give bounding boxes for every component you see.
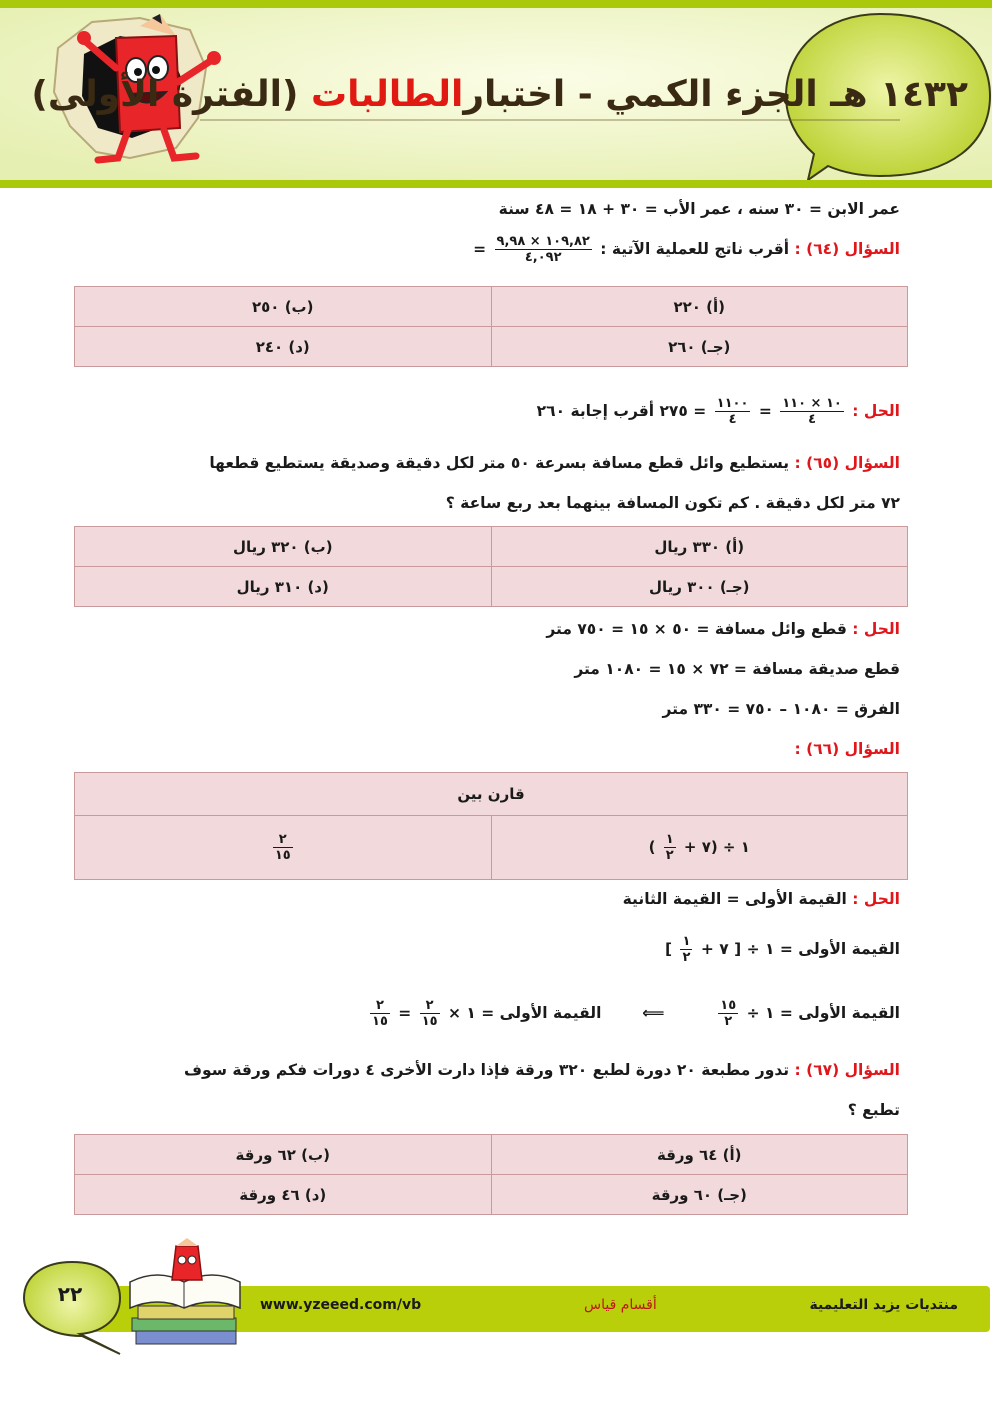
- q66-solution-1: [623, 890, 900, 908]
- title-year: ١٤٣٢ هـ: [830, 74, 968, 115]
- q65-statement-2: ٧٢ متر لكل دقيقة . كم تكون المسافة بينهما بعد ربع ساعة ؟: [445, 494, 900, 512]
- q65-solution-1: [546, 620, 900, 638]
- q64-statement: [473, 234, 900, 265]
- q66-sol3-a-den: ٢: [724, 1014, 733, 1029]
- q67-option-c[interactable]: (جـ) ٦٠ ورقة: [491, 1175, 908, 1215]
- q67-statement-1: [184, 1061, 900, 1079]
- q66-sol3-b: القيمة الأولى = ١ ×: [447, 1004, 602, 1022]
- q64-option-b[interactable]: (ب) ٢٥٠: [75, 287, 492, 327]
- q67-option-a[interactable]: (أ) ٦٤ ورقة: [491, 1135, 908, 1175]
- q66-sol2-fraction: [680, 934, 692, 965]
- q64-sol-frac1-den: ٤: [808, 412, 816, 427]
- q67-label: السؤال (٦٧) :: [794, 1061, 900, 1079]
- q66-solution-label: الحل :: [852, 890, 900, 908]
- q66-solution-2: [665, 934, 900, 965]
- q65-sol-1: قطع وائل مسافة = ٥٠ × ١٥ = ٧٥٠ متر: [546, 620, 847, 638]
- q66-sol3-c-num: ٢: [370, 998, 390, 1014]
- q64-numerator: ١٠٩,٨٢ × ٩,٩٨: [496, 234, 590, 249]
- q64-option-c[interactable]: (جـ) ٢٦٠: [491, 327, 908, 367]
- title-period: (الفترة الأولى): [31, 74, 299, 115]
- q64-denominator: ٤,٠٩٢: [524, 250, 562, 265]
- q65-option-a[interactable]: (أ) ٣٣٠ ريال: [491, 527, 908, 567]
- q64-option-d[interactable]: (د) ٢٤٠: [75, 327, 492, 367]
- q66-sol3-b-den: ١٥: [421, 1014, 438, 1029]
- q66-sol3-a: القيمة الأولى = ١ ÷: [746, 1004, 900, 1022]
- q64-options-table: [74, 286, 908, 367]
- q64-equals: =: [473, 240, 487, 258]
- page-number: ٢٢: [57, 1282, 83, 1306]
- q64-sol-eq1: =: [758, 402, 772, 420]
- q64-solution: [537, 396, 900, 427]
- q67-option-d[interactable]: (د) ٤٦ ورقة: [75, 1175, 492, 1215]
- title-students: الطالبات: [310, 74, 464, 115]
- q65-solution-2: قطع صديقة مسافة = ٧٢ × ١٥ = ١٠٨٠ متر: [574, 660, 900, 678]
- q67-statement-2: تطبع ؟: [847, 1101, 900, 1119]
- q66-sol2-prefix: القيمة الأولى = ١ ÷ [ ٧ +: [700, 940, 900, 958]
- q66-sol3-a-fraction: [718, 998, 738, 1029]
- q66-left-den: ٢: [665, 848, 674, 863]
- q66-sol2-num: ١: [682, 934, 691, 949]
- q64-sol-tail: = ٢٧٥ أقرب إجابة ٢٦٠: [536, 402, 707, 420]
- q64-label: السؤال (٦٤) :: [794, 240, 900, 258]
- q66-left-value: [491, 816, 908, 880]
- q65-options-table: [74, 526, 908, 607]
- q66-solution-3: [367, 998, 900, 1029]
- q64-fraction: [495, 234, 592, 265]
- q65-option-d[interactable]: (د) ٣١٠ ريال: [75, 567, 492, 607]
- q64-solution-label: الحل :: [852, 402, 900, 420]
- q65-label: السؤال (٦٥) :: [794, 454, 900, 472]
- footer-forum: منتديات يزيد التعليمية: [809, 1297, 958, 1313]
- q65-solution-label: الحل :: [852, 620, 900, 638]
- q66-right-num: ٢: [273, 832, 293, 848]
- q66-right-fraction: [273, 832, 293, 863]
- q66-sol3-eq: =: [398, 1004, 412, 1022]
- q67-option-b[interactable]: (ب) ٦٢ ورقة: [75, 1135, 492, 1175]
- q66-left-num: ١: [665, 832, 674, 847]
- footer-url[interactable]: www.yzeeed.com/vb: [260, 1297, 422, 1313]
- q66-right-den: ١٥: [274, 848, 291, 863]
- q66-left-prefix: ١ ÷ (٧ +: [683, 838, 750, 856]
- q66-left-fraction: [664, 832, 676, 863]
- implies-arrow-icon: ⟸: [642, 1004, 665, 1022]
- footer-section[interactable]: أقسام قياس: [584, 1297, 657, 1313]
- intro-line: عمر الابن = ٣٠ سنه ، عمر الأب = ٣٠ + ١٨ = ٤٨ سنة: [498, 200, 900, 218]
- q65-option-b[interactable]: (ب) ٣٢٠ ريال: [75, 527, 492, 567]
- q65-option-c[interactable]: (جـ) ٣٠٠ ريال: [491, 567, 908, 607]
- q66-sol3-b-fraction: [420, 998, 440, 1029]
- books-mascot-icon: [122, 1238, 248, 1348]
- header-divider: [0, 180, 992, 188]
- q65-statement-1: [209, 454, 900, 472]
- q66-sol2-suffix: ]: [664, 940, 673, 958]
- header-banner: [0, 8, 992, 182]
- q64-sol-fraction-1: [780, 396, 844, 427]
- q66-sol2-den: ٢: [682, 950, 691, 965]
- q66-sol3-a-num: ١٥: [720, 998, 737, 1013]
- q66-sol3-c-den: ١٥: [372, 1014, 388, 1029]
- q66-sol3-b-num: ٢: [420, 998, 440, 1014]
- q66-right-value: [75, 816, 492, 880]
- q66-compare-heading: قارن بين: [75, 773, 908, 816]
- q64-sol-frac2-den: ٤: [728, 412, 737, 427]
- q65-text-1: يستطيع وائل قطع مسافة بسرعة ٥٠ متر لكل دقيقة وصديقة يستطيع قطعها: [209, 454, 790, 472]
- q67-options-table: [74, 1134, 908, 1215]
- top-accent-bar: [0, 0, 992, 8]
- q65-solution-3: الفرق = ١٠٨٠ – ٧٥٠ = ٣٣٠ متر: [662, 700, 900, 718]
- q64-text: أقرب ناتج للعملية الآتية :: [600, 240, 790, 258]
- q67-text-1: تدور مطبعة ٢٠ دورة لطبع ٣٢٠ ورقة فإذا دارت الأخرى ٤ دورات فكم ورقة سوف: [183, 1061, 790, 1079]
- q66-compare-table: [74, 772, 908, 880]
- q66-left-suffix: ): [648, 838, 656, 856]
- q64-sol-frac1-num: ١٠ × ١١٠: [782, 396, 842, 411]
- page-title: [31, 60, 968, 130]
- q66-sol3-c-fraction: [370, 998, 390, 1029]
- title-part: الجزء الكمي - اختبار: [463, 74, 818, 115]
- q64-option-a[interactable]: (أ) ٢٢٠: [491, 287, 908, 327]
- q66-label: السؤال (٦٦) :: [794, 740, 900, 758]
- q64-sol-fraction-2: [715, 396, 751, 427]
- q66-sol-1: القيمة الأولى = القيمة الثانية: [622, 890, 847, 908]
- q64-sol-frac2-num: ١١٠٠: [716, 396, 749, 411]
